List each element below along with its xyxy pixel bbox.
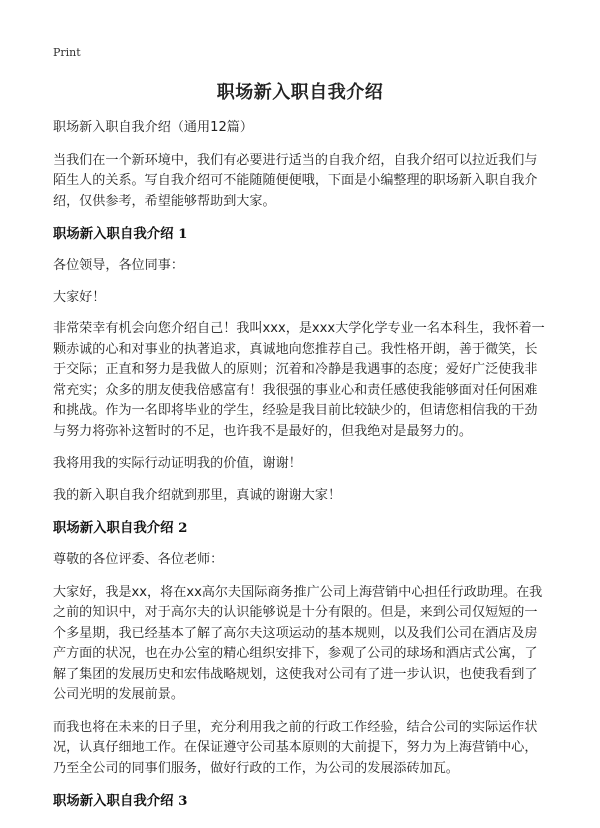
section-1-thanks: 我将用我的实际行动证明我的价值，谢谢！ [53,456,302,471]
section-heading-2: 职场新入职自我介绍 2 [53,520,188,536]
section-2-closing: 而我也将在未来的日子里，充分利用我之前的行政工作经验，结合公司的实际运作状况，认真仔细地工作。在保证遵守公司基本原则的大前提下，努力为上海营销中心，乃至全公司的同事们服务，做好行政的工作，为公司的发展添砖加瓦。 [53,719,538,776]
section-1-greeting: 各位领导，各位同事： [53,258,184,273]
print-link[interactable]: Print [53,46,81,59]
intro-paragraph: 当我们在一个新环境中，我们有必要进行适当的自我介绍，自我介绍可以拉近我们与陌生人的关系。写自我介绍可不能随随便便哦，下面是小编整理的职场新入职自我介绍，仅供参考，希望能够帮助到大家。 [53,152,538,209]
document-title: 职场新入职自我介绍 [216,82,384,103]
document-subtitle: 职场新入职自我介绍（通用12篇） [53,120,253,135]
section-2-greeting: 尊敬的各位评委、各位老师： [53,552,224,567]
section-2-body: 大家好，我是xx，将在xx高尔夫国际商务推广公司上海营销中心担任行政助理。在我之前的知识中，对于高尔夫的认识能够说是十分有限的。但是，来到公司仅短短的一个多星期，我已经基本了解了高尔夫这项运动的基本规则，以及我们公司在酒店及房产方面的状况，也在办公室的精心组织安排下，参观了公司的球场和酒店式公寓，了解了集团的发展历史和宏伟战略规划，这使我对公司有了进一步认识，也使我看到了公司光明的发展前景。 [53,584,543,702]
section-1-hello: 大家好！ [53,289,106,305]
document-body [53,118,549,823]
section-heading-3: 职场新入职自我介绍 3 [53,793,188,809]
section-heading-1: 职场新入职自我介绍 1 [53,226,188,242]
section-1-closing: 我的新入职自我介绍就到那里，真诚的谢谢大家！ [53,487,342,503]
section-1-body: 非常荣幸有机会向您介绍自己！我叫xxx，是xxx大学化学专业一名本科生，我怀着一颗赤诚的心和对事业的执著追求，真诚地向您推荐自己。我性格开朗，善于微笑，长于交际；正直和努力是我做人的原则；沉着和冷静是我遇事的态度；爱好广泛使我非常充实；众多的朋友使我倍感富有！我很强的事业心和责任感使我能够面对任何困难和挑战。作为一名即将毕业的学生，经验是我目前比较缺少的，但请您相信我的干劲与努力将弥补这暂时的不足，也许我不是最好的，但我绝对是最努力的。 [53,321,545,439]
